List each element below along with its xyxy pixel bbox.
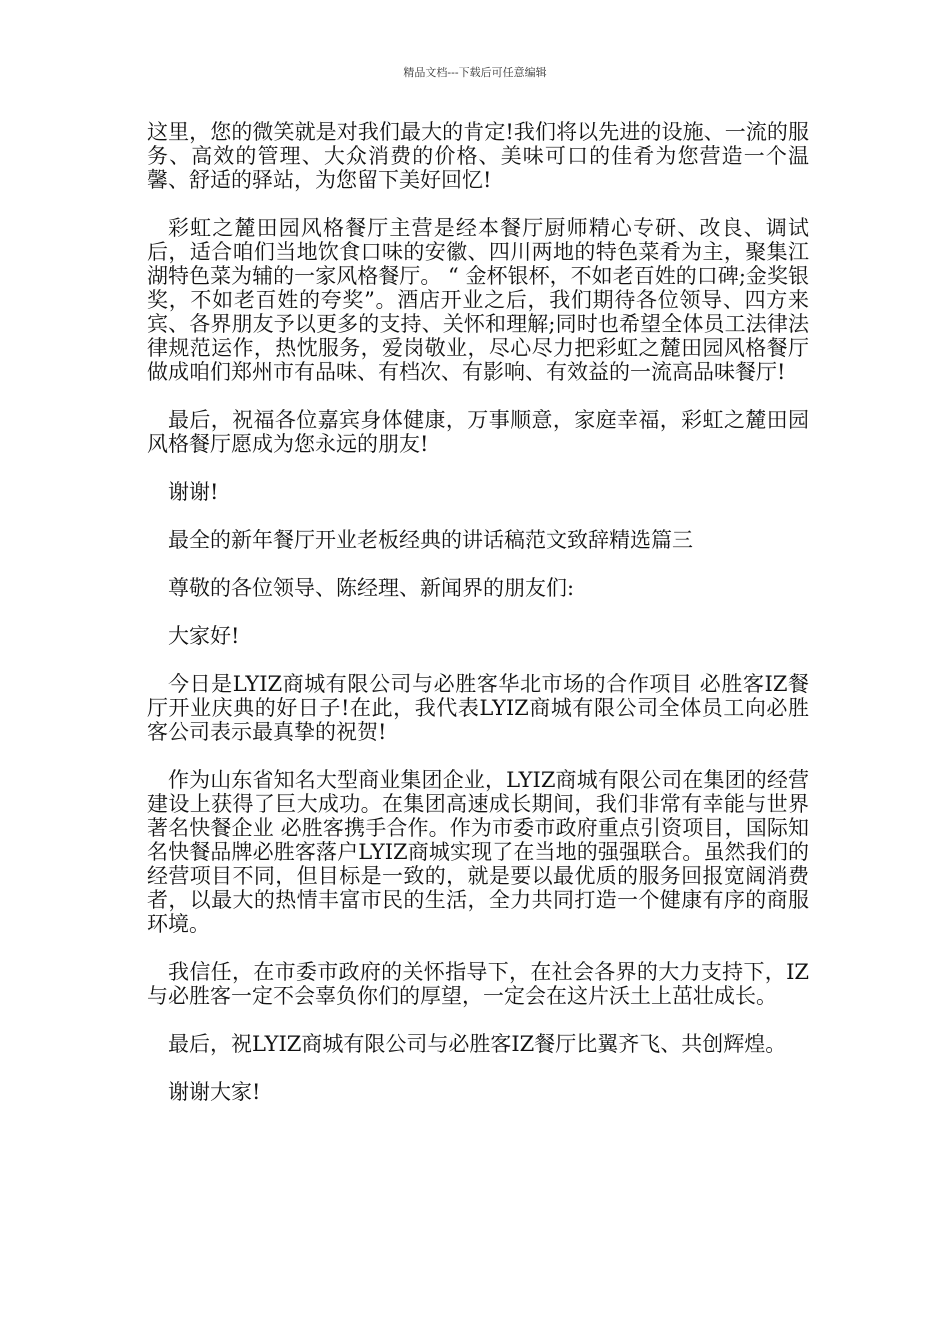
- paragraph-company-intro: 作为山东省知名大型商业集团企业，LYIZ商城有限公司在集团的经营建设上获得了巨大成功。在集团高速成长期间，我们非常有幸能与世界著名快餐企业 必胜客携手合作。作为市委市政府重点引资项目，国际知名快餐品牌必胜客落户LYIZ商城实现了在当地的强强联合。虽然我们的经营项目不同，但目标是一致的，就是要以最优质的服务回报宽阔消费者，以最大的热情丰富市民的生活，全力共同打造一个健康有序的商服环境。: [147, 768, 809, 936]
- greeting: 大家好!: [168, 624, 240, 648]
- section-title: 最全的新年餐厅开业老板经典的讲话稿范文致辞精选篇三: [168, 528, 693, 552]
- page-header: 精品文档---下载后可任意编辑: [403, 66, 547, 79]
- paragraph-final-thanks: 谢谢大家!: [168, 1080, 261, 1104]
- paragraph-closing-wishes: 最后，祝福各位嘉宾身体健康，万事顺意，家庭幸福，彩虹之麓田园风格餐厅愿成为您永远的朋友!: [147, 408, 809, 456]
- paragraph-restaurant-intro: 彩虹之麓田园风格餐厅主营是经本餐厅厨师精心专研、改良、调试后，适合咱们当地饮食口味的安徽、四川两地的特色菜肴为主，聚集江湖特色菜为辅的一家风格餐厅。 “ 金杯银杯，不如老百姓的口碑;金奖银奖，不如老百姓的夸奖”。酒店开业之后，我们期待各位领导、四方来宾、各界朋友予以更多的支持、关怀和理解;同时也希望全体员工法律法律规范运作，热忱服务，爱岗敬业，尽心尽力把彩虹之麓田园风格餐厅做成咱们郑州市有品味、有档次、有影响、有效益的一流高品味餐厅!: [147, 216, 809, 384]
- salutation: 尊敬的各位领导、陈经理、新闻界的朋友们:: [168, 576, 575, 600]
- document-body: [147, 120, 809, 1128]
- paragraph-thanks: 谢谢!: [168, 480, 219, 504]
- paragraph-final-wishes: 最后，祝LYIZ商城有限公司与必胜客IZ餐厅比翼齐飞、共创辉煌。: [168, 1032, 787, 1056]
- paragraph-welcome-continued: 这里，您的微笑就是对我们最大的肯定!我们将以先进的设施、一流的服务、高效的管理、大众消费的价格、美味可口的佳肴为您营造一个温馨、舒适的驿站，为您留下美好回忆!: [147, 120, 809, 192]
- paragraph-confidence: 我信任，在市委市政府的关怀指导下，在社会各界的大力支持下，IZ与必胜客一定不会辜负你们的厚望，一定会在这片沃土上茁壮成长。: [147, 960, 809, 1008]
- paragraph-opening: 今日是LYIZ商城有限公司与必胜客华北市场的合作项目 必胜客IZ餐厅开业庆典的好日子!在此，我代表LYIZ商城有限公司全体员工向必胜客公司表示最真挚的祝贺!: [147, 672, 809, 744]
